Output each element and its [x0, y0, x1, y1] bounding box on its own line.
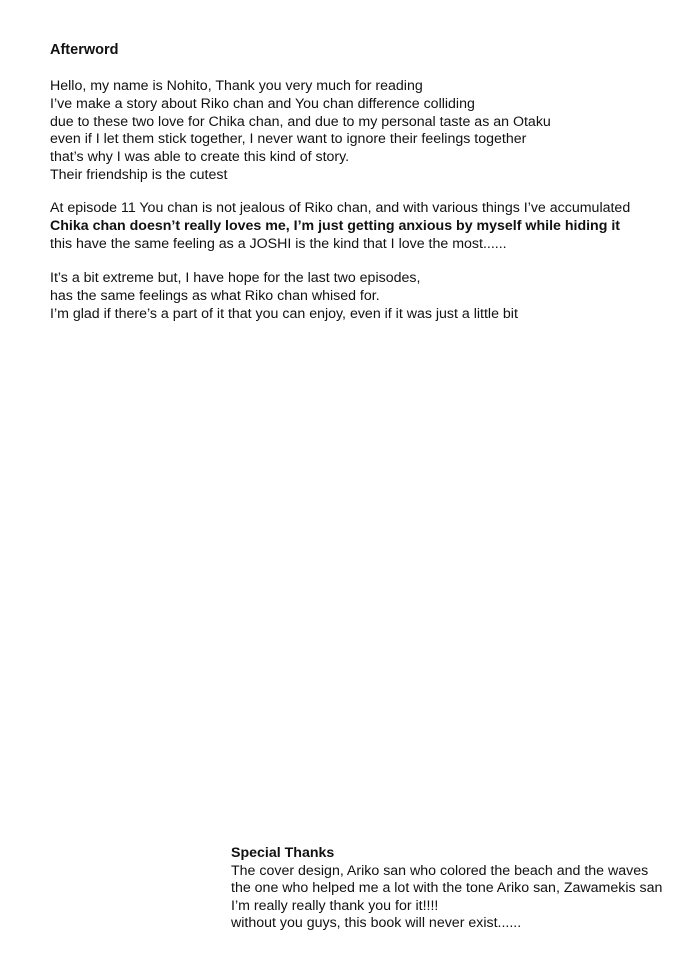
text-line: Their friendship is the cutest: [50, 166, 228, 183]
text-line: has the same feelings as what Riko chan whised for.: [50, 287, 380, 304]
text-line: At episode 11 You chan is not jealous of Riko chan, and with various things I’ve accumulated: [50, 200, 631, 216]
special-thanks-heading: Special Thanks: [231, 845, 335, 861]
text-line: I’m really really thank you for it!!!!: [231, 897, 439, 914]
text-line: the one who helped me a lot with the tone Ariko san, Zawamekis san: [231, 880, 663, 896]
afterword-paragraph-1: [50, 78, 551, 185]
text-line: due to these two love for Chika chan, and due to my personal taste as an Otaku: [50, 113, 551, 130]
text-line: this have the same feeling as a JOSHI is the kind that I love the most......: [50, 235, 507, 252]
afterword-paragraph-2: [50, 200, 630, 253]
text-line: I’m glad if there’s a part of it that you can enjoy, even if it was just a little bit: [50, 305, 518, 322]
special-thanks-section: [231, 845, 662, 933]
text-line: Hello, my name is Nohito, Thank you very much for reading: [50, 78, 423, 94]
afterword-paragraph-3: [50, 270, 518, 323]
text-line: that’s why I was able to create this kind of story.: [50, 149, 350, 166]
bold-text-line: Chika chan doesn’t really loves me, I’m just getting anxious by myself while hiding it: [50, 217, 620, 234]
afterword-title: Afterword: [50, 42, 119, 58]
text-line: without you guys, this book will never exist......: [231, 915, 522, 931]
text-line: even if I let them stick together, I never want to ignore their feelings together: [50, 131, 527, 148]
text-line: It’s a bit extreme but, I have hope for the last two episodes,: [50, 270, 421, 286]
text-line: I’ve make a story about Riko chan and You chan difference colliding: [50, 95, 475, 112]
text-line: The cover design, Ariko san who colored the beach and the waves: [231, 862, 649, 879]
